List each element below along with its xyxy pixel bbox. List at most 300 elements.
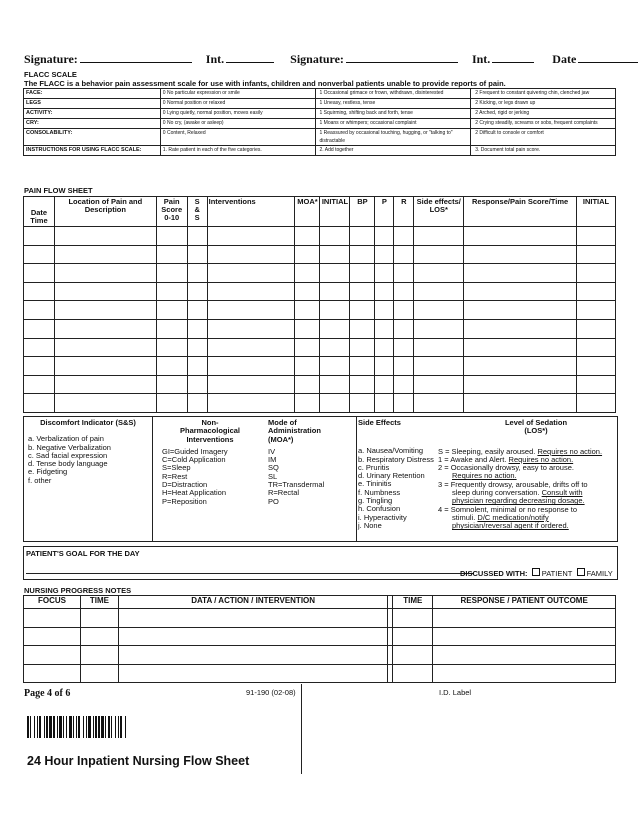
pain-flow-cell[interactable] [414, 357, 464, 376]
col-initial-2: INITIAL [576, 197, 615, 227]
pain-flow-cell[interactable] [207, 394, 295, 413]
progress-cell[interactable] [433, 664, 616, 683]
flacc-row [24, 146, 616, 156]
side-effect-item: h. Confusion [358, 504, 401, 514]
col-moa: MOA* [295, 197, 320, 227]
flacc-cell: 0 Content, Relaxed [160, 129, 315, 146]
flacc-row [24, 119, 616, 129]
barcode-bar [53, 716, 55, 738]
pain-flow-cell[interactable] [187, 394, 207, 413]
pain-flow-cell[interactable] [207, 301, 295, 320]
barcode-bar [78, 716, 80, 738]
pain-flow-cell[interactable] [187, 338, 207, 357]
flacc-cell: 0 Lying quietly, normal position, moves easily [160, 109, 315, 119]
pain-flow-cell[interactable] [54, 264, 156, 283]
pain-flow-cell[interactable] [156, 338, 187, 357]
pain-flow-cell[interactable] [414, 245, 464, 264]
pain-flow-cell[interactable] [156, 357, 187, 376]
patient-goal-line [26, 573, 474, 574]
barcode-bar [93, 716, 94, 738]
pain-flow-cell[interactable] [295, 319, 320, 338]
sedation-column [436, 417, 616, 541]
pain-flow-cell[interactable] [320, 227, 350, 246]
flacc-category: ACTIVITY: [24, 109, 161, 119]
flacc-title: FLACC SCALE [24, 70, 77, 79]
progress-cell[interactable] [118, 646, 387, 665]
pain-flow-cell[interactable] [54, 338, 156, 357]
barcode-bar [30, 716, 31, 738]
pain-flow-cell[interactable] [24, 227, 55, 246]
pain-flow-cell[interactable] [375, 282, 394, 301]
progress-cell[interactable] [118, 627, 387, 646]
col-initial: INITIAL [320, 197, 350, 227]
pain-flow-cell[interactable] [394, 282, 414, 301]
pain-flow-cell[interactable] [207, 375, 295, 394]
discomfort-item: d. Tense body language [28, 459, 108, 469]
pain-flow-cell[interactable] [295, 357, 320, 376]
pain-flow-cell[interactable] [320, 338, 350, 357]
date-field[interactable] [578, 52, 638, 63]
pain-flow-cell[interactable] [576, 319, 615, 338]
moa-item: IM [268, 455, 277, 465]
barcode-bar [57, 716, 58, 738]
pain-flow-cell[interactable] [464, 245, 577, 264]
pain-flow-cell[interactable] [295, 338, 320, 357]
int1-label: Int. [205, 52, 225, 66]
discomfort-heading: Discomfort Indicator (S&S) [40, 418, 136, 427]
pain-flow-cell[interactable] [350, 357, 375, 376]
pain-flow-cell[interactable] [350, 264, 375, 283]
pain-flow-cell[interactable] [414, 375, 464, 394]
pain-flow-cell[interactable] [375, 357, 394, 376]
flacc-category: FACE: [24, 89, 161, 99]
pain-flow-cell[interactable] [187, 227, 207, 246]
pain-flow-table [23, 196, 616, 413]
pain-flow-cell[interactable] [156, 301, 187, 320]
pain-flow-cell[interactable] [156, 375, 187, 394]
flacc-cell: 2 Crying steadily, screams or sobs, frequent complaints [471, 119, 616, 129]
barcode-bar [34, 716, 35, 738]
pain-flow-cell[interactable] [464, 338, 577, 357]
barcode-bar [39, 716, 41, 738]
pain-flow-cell[interactable] [350, 375, 375, 394]
pain-flow-cell[interactable] [156, 394, 187, 413]
progress-cell[interactable] [80, 609, 118, 628]
pain-flow-cell[interactable] [576, 227, 615, 246]
pain-flow-cell[interactable] [394, 301, 414, 320]
flacc-cell: 1 Uneasy, restless, tense [315, 99, 471, 109]
nonpharm-item: R=Rest [162, 471, 188, 481]
pain-flow-cell[interactable] [320, 301, 350, 320]
col-response: Response/Pain Score/Time [464, 197, 577, 227]
pain-flow-cell[interactable] [54, 245, 156, 264]
pain-flow-cell[interactable] [414, 227, 464, 246]
flacc-row [24, 129, 616, 146]
progress-cell[interactable] [433, 627, 616, 646]
pain-flow-cell[interactable] [24, 338, 55, 357]
barcode-bar [69, 716, 72, 738]
pain-flow-cell[interactable] [394, 394, 414, 413]
pain-flow-cell[interactable] [187, 301, 207, 320]
flacc-cell: 2 Arched, rigid or jerking [471, 109, 616, 119]
pain-flow-cell[interactable] [350, 338, 375, 357]
side-effect-item: a. Nausea/Vomiting [358, 446, 424, 456]
discomfort-item: e. Fidgeting [28, 467, 68, 477]
pain-flow-cell[interactable] [394, 319, 414, 338]
pain-flow-cell[interactable] [156, 319, 187, 338]
flacc-category: CONSOLABILITY: [24, 129, 161, 146]
pain-flow-cell[interactable] [414, 282, 464, 301]
pain-flow-cell[interactable] [295, 245, 320, 264]
progress-cell[interactable] [393, 646, 433, 665]
pain-flow-cell[interactable] [464, 264, 577, 283]
side-effect-item: i. Hyperactivity [358, 512, 407, 522]
nonpharm-item: H=Heat Application [162, 488, 226, 498]
pain-flow-cell[interactable] [576, 264, 615, 283]
flacc-cell: 0 No particular expression or smile [160, 89, 315, 99]
sedation-list [436, 436, 616, 531]
col-interventions: Interventions [207, 197, 295, 227]
pain-flow-row [24, 301, 616, 320]
pain-flow-row [24, 245, 616, 264]
sedation-text: S = Sleeping, easily aroused. [438, 446, 538, 456]
pain-flow-cell[interactable] [295, 264, 320, 283]
flacc-cell: 2 Kicking, or legs drawn up [471, 99, 616, 109]
pain-flow-cell[interactable] [375, 245, 394, 264]
pain-flow-cell[interactable] [414, 394, 464, 413]
side-effect-item: g. Tingling [358, 496, 393, 506]
pain-flow-cell[interactable] [24, 319, 55, 338]
pain-flow-row [24, 357, 616, 376]
pain-flow-cell[interactable] [207, 338, 295, 357]
patient-goal-label: PATIENT'S GOAL FOR THE DAY [26, 549, 140, 558]
nonpharm-item: S=Sleep [162, 463, 191, 473]
int1-field[interactable] [226, 52, 274, 63]
pain-flow-cell[interactable] [54, 357, 156, 376]
pain-flow-cell[interactable] [295, 394, 320, 413]
side-effect-item: j. None [358, 520, 382, 530]
pain-flow-cell[interactable] [24, 245, 55, 264]
pain-flow-cell[interactable] [54, 394, 156, 413]
pain-flow-cell[interactable] [54, 282, 156, 301]
sedation-text: sleep during conversation. [452, 488, 542, 498]
moa-item: SL [268, 471, 278, 481]
pain-flow-cell[interactable] [295, 282, 320, 301]
pain-flow-cell[interactable] [576, 375, 615, 394]
pain-flow-cell[interactable] [295, 227, 320, 246]
pain-flow-cell[interactable] [394, 264, 414, 283]
barcode-bar [125, 716, 126, 738]
side-effects-list [356, 427, 436, 530]
pain-flow-cell[interactable] [54, 301, 156, 320]
pain-flow-row [24, 394, 616, 413]
pain-flow-cell[interactable] [375, 264, 394, 283]
progress-cell[interactable] [118, 664, 387, 683]
pain-flow-cell[interactable] [295, 301, 320, 320]
flacc-cell: 2. Add together [315, 146, 471, 156]
page-number: Page 4 of 6 [24, 688, 71, 699]
pain-flow-cell[interactable] [350, 394, 375, 413]
side-effect-item: d. Urinary Retention [358, 471, 425, 481]
progress-cell[interactable] [118, 609, 387, 628]
pain-flow-cell[interactable] [24, 301, 55, 320]
signature2-field[interactable] [346, 52, 458, 63]
nonpharm-item: C=Cold Application [162, 455, 226, 465]
pain-flow-cell[interactable] [375, 319, 394, 338]
pain-flow-cell[interactable] [375, 338, 394, 357]
pain-flow-cell[interactable] [576, 338, 615, 357]
pain-flow-cell[interactable] [375, 394, 394, 413]
progress-cell[interactable] [393, 664, 433, 683]
flacc-cell: 3. Document total pain score. [471, 146, 616, 156]
pain-flow-cell[interactable] [394, 245, 414, 264]
signature2-label: Signature: [290, 52, 344, 66]
col-p: P [375, 197, 394, 227]
progress-cell[interactable] [393, 627, 433, 646]
pain-flow-cell[interactable] [295, 375, 320, 394]
flacc-category: LEGS [24, 99, 161, 109]
progress-cell[interactable] [24, 627, 81, 646]
discussed-with [460, 568, 613, 578]
flacc-cell: 1. Rate patient in each of the five categories. [160, 146, 315, 156]
pain-flow-cell[interactable] [24, 375, 55, 394]
flacc-row [24, 99, 616, 109]
side-effects-column [356, 417, 436, 541]
pain-flow-cell[interactable] [414, 319, 464, 338]
family-checkbox[interactable] [577, 568, 585, 576]
pain-flow-cell[interactable] [320, 264, 350, 283]
document-title: 24 Hour Inpatient Nursing Flow Sheet [27, 754, 250, 768]
pain-flow-row [24, 338, 616, 357]
pain-flow-cell[interactable] [576, 394, 615, 413]
pain-flow-cell[interactable] [350, 227, 375, 246]
barcode-bar [88, 716, 91, 738]
moa-list [268, 444, 356, 506]
nonpharm-item: D=Distraction [162, 480, 208, 490]
pain-flow-cell[interactable] [320, 375, 350, 394]
progress-cell[interactable] [80, 646, 118, 665]
side-effect-item: e. Tininitis [358, 479, 392, 489]
pain-flow-cell[interactable] [24, 282, 55, 301]
barcode-bar [44, 716, 45, 738]
side-effect-item: f. Numbness [358, 487, 401, 497]
discomfort-list [24, 427, 152, 485]
pain-flow-cell[interactable] [394, 375, 414, 394]
flacc-cell: 1 Occasional grimace or frown, withdrawn, disinterested [315, 89, 471, 99]
sedation-item [438, 522, 616, 530]
col-r: R [394, 197, 414, 227]
sedation-text: 1 = Awake and Alert. [438, 454, 509, 464]
patient-goal-box[interactable] [23, 546, 618, 580]
pain-flow-cell[interactable] [187, 245, 207, 264]
sedation-action: Requires no action. [508, 454, 574, 464]
barcode-bar [66, 716, 67, 738]
pain-flow-cell[interactable] [24, 394, 55, 413]
pain-flow-cell[interactable] [576, 245, 615, 264]
pain-flow-cell[interactable] [464, 394, 577, 413]
nonpharm-item: P=Reposition [162, 496, 207, 506]
pain-flow-cell[interactable] [156, 227, 187, 246]
pain-flow-cell[interactable] [207, 357, 295, 376]
sedation-action: physician regarding decreasing dosage. [452, 496, 585, 506]
sedation-action: Requires no action. [537, 446, 603, 456]
sedation-text: stimuli. [452, 512, 478, 522]
pain-flow-cell[interactable] [207, 282, 295, 301]
flacc-table [23, 88, 616, 156]
pain-flow-cell[interactable] [464, 357, 577, 376]
col-time: TIME [80, 596, 118, 609]
progress-cell[interactable] [24, 664, 81, 683]
pain-flow-cell[interactable] [350, 319, 375, 338]
pain-flow-cell[interactable] [187, 319, 207, 338]
patient-option-label: PATIENT [541, 569, 573, 578]
pain-flow-cell[interactable] [375, 301, 394, 320]
pain-flow-cell[interactable] [464, 227, 577, 246]
barcode-bar [83, 716, 84, 738]
pain-flow-cell[interactable] [320, 245, 350, 264]
pain-flow-cell[interactable] [464, 375, 577, 394]
pain-flow-row [24, 319, 616, 338]
barcode-bar [105, 716, 106, 738]
pain-flow-cell[interactable] [320, 357, 350, 376]
barcode-bar [76, 716, 77, 738]
progress-cell[interactable] [393, 609, 433, 628]
barcode-bar [108, 716, 110, 738]
moa-item: PO [268, 496, 279, 506]
pain-flow-cell[interactable] [375, 375, 394, 394]
moa-column [268, 417, 357, 541]
pain-flow-row [24, 282, 616, 301]
pain-flow-cell[interactable] [350, 245, 375, 264]
discomfort-item: f. other [28, 475, 52, 485]
pain-flow-cell[interactable] [464, 301, 577, 320]
pain-flow-cell[interactable] [187, 282, 207, 301]
progress-row [24, 609, 616, 628]
col-time-2: TIME [393, 596, 433, 609]
pain-flow-cell[interactable] [156, 245, 187, 264]
col-focus: FOCUS [24, 596, 81, 609]
pain-flow-cell[interactable] [464, 319, 577, 338]
pain-flow-cell[interactable] [464, 282, 577, 301]
patient-checkbox[interactable] [532, 568, 540, 576]
barcode-bar [46, 716, 48, 738]
pain-flow-cell[interactable] [414, 264, 464, 283]
sedation-text: 2 = Occasionally drowsy, easy to arouse. [438, 463, 574, 473]
pain-flow-cell[interactable] [207, 319, 295, 338]
int2-field[interactable] [492, 52, 534, 63]
flacc-cell: 0 Normal position or relaxed [160, 99, 315, 109]
discussed-with-label: DISCUSSED WITH: [460, 569, 528, 578]
pain-flow-row [24, 264, 616, 283]
barcode-bar [101, 716, 104, 738]
pain-flow-cell[interactable] [24, 357, 55, 376]
moa-heading: Mode of Administration (MOA*) [268, 418, 321, 444]
pain-flow-cell[interactable] [576, 357, 615, 376]
pain-flow-cell[interactable] [375, 227, 394, 246]
flacc-cell: 0 No cry, (awake or asleep) [160, 119, 315, 129]
id-label: I.D. Label [439, 688, 472, 697]
flacc-category: CRY: [24, 119, 161, 129]
pain-flow-cell[interactable] [414, 301, 464, 320]
pain-flow-cell[interactable] [576, 282, 615, 301]
pain-flow-cell[interactable] [24, 264, 55, 283]
progress-row [24, 646, 616, 665]
pain-flow-row [24, 227, 616, 246]
sedation-action: Consult with [541, 488, 583, 498]
pain-flow-cell[interactable] [54, 319, 156, 338]
sedation-action: Requires no action. [452, 471, 517, 481]
progress-cell[interactable] [433, 646, 616, 665]
moa-item: TR=Transdermal [268, 480, 325, 490]
pain-flow-cell[interactable] [320, 282, 350, 301]
barcode-bar [120, 716, 122, 738]
progress-cell[interactable] [433, 609, 616, 628]
nonpharm-item: GI=Guided Imagery [162, 446, 228, 456]
pain-flow-cell[interactable] [394, 357, 414, 376]
barcode-bar [118, 716, 119, 738]
pain-flow-cell[interactable] [320, 394, 350, 413]
discomfort-item: b. Negative Verbalization [28, 442, 111, 452]
signature-line [24, 52, 638, 67]
barcode-icon [27, 716, 181, 738]
pain-flow-cell[interactable] [394, 338, 414, 357]
pain-flow-cell[interactable] [320, 319, 350, 338]
progress-cell[interactable] [24, 609, 81, 628]
pain-flow-cell[interactable] [156, 282, 187, 301]
progress-notes-table [23, 595, 616, 683]
pain-flow-cell[interactable] [187, 375, 207, 394]
pain-flow-cell[interactable] [394, 227, 414, 246]
pain-flow-cell[interactable] [207, 264, 295, 283]
pain-flow-cell[interactable] [187, 357, 207, 376]
pain-flow-cell[interactable] [207, 245, 295, 264]
sedation-action: D/C medication/notify [477, 512, 549, 522]
signature1-field[interactable] [80, 52, 192, 63]
sedation-text: 3 = Frequently drowsy, arousable, drifts off to [438, 479, 588, 489]
progress-cell[interactable] [24, 646, 81, 665]
pain-flow-cell[interactable] [576, 301, 615, 320]
pain-flow-cell[interactable] [156, 264, 187, 283]
side-effect-item: c. Pruritis [358, 462, 390, 472]
pain-flow-cell[interactable] [187, 264, 207, 283]
discomfort-column [24, 417, 153, 541]
date-label: Date [552, 52, 577, 66]
pain-flow-title: PAIN FLOW SHEET [24, 186, 93, 195]
progress-cell[interactable] [80, 664, 118, 683]
progress-row [24, 627, 616, 646]
col-data-action: DATA / ACTION / INTERVENTION [118, 596, 387, 609]
pain-flow-cell[interactable] [207, 227, 295, 246]
barcode-bar [86, 716, 87, 738]
barcode-bar [37, 716, 38, 738]
pain-flow-cell[interactable] [54, 375, 156, 394]
barcode-bar [63, 716, 64, 738]
pain-flow-cell[interactable] [54, 227, 156, 246]
pain-flow-cell[interactable] [414, 338, 464, 357]
pain-flow-cell[interactable] [350, 282, 375, 301]
progress-row [24, 664, 616, 683]
flacc-cell: 1 Reassured by occasional touching, hugging, or "talking to" distractable [315, 129, 471, 146]
barcode-bar [27, 716, 29, 738]
progress-cell[interactable] [80, 627, 118, 646]
col-bp: BP [350, 197, 375, 227]
discomfort-item: c. Sad facial expression [28, 450, 108, 460]
flacc-cell: 1 Squirming, shifting back and forth, tense [315, 109, 471, 119]
col-response-outcome: RESPONSE / PATIENT OUTCOME [433, 596, 616, 609]
barcode-bar [59, 716, 62, 738]
pain-flow-cell[interactable] [350, 301, 375, 320]
flacc-cell: 2 Difficult to console or comfort [471, 129, 616, 146]
